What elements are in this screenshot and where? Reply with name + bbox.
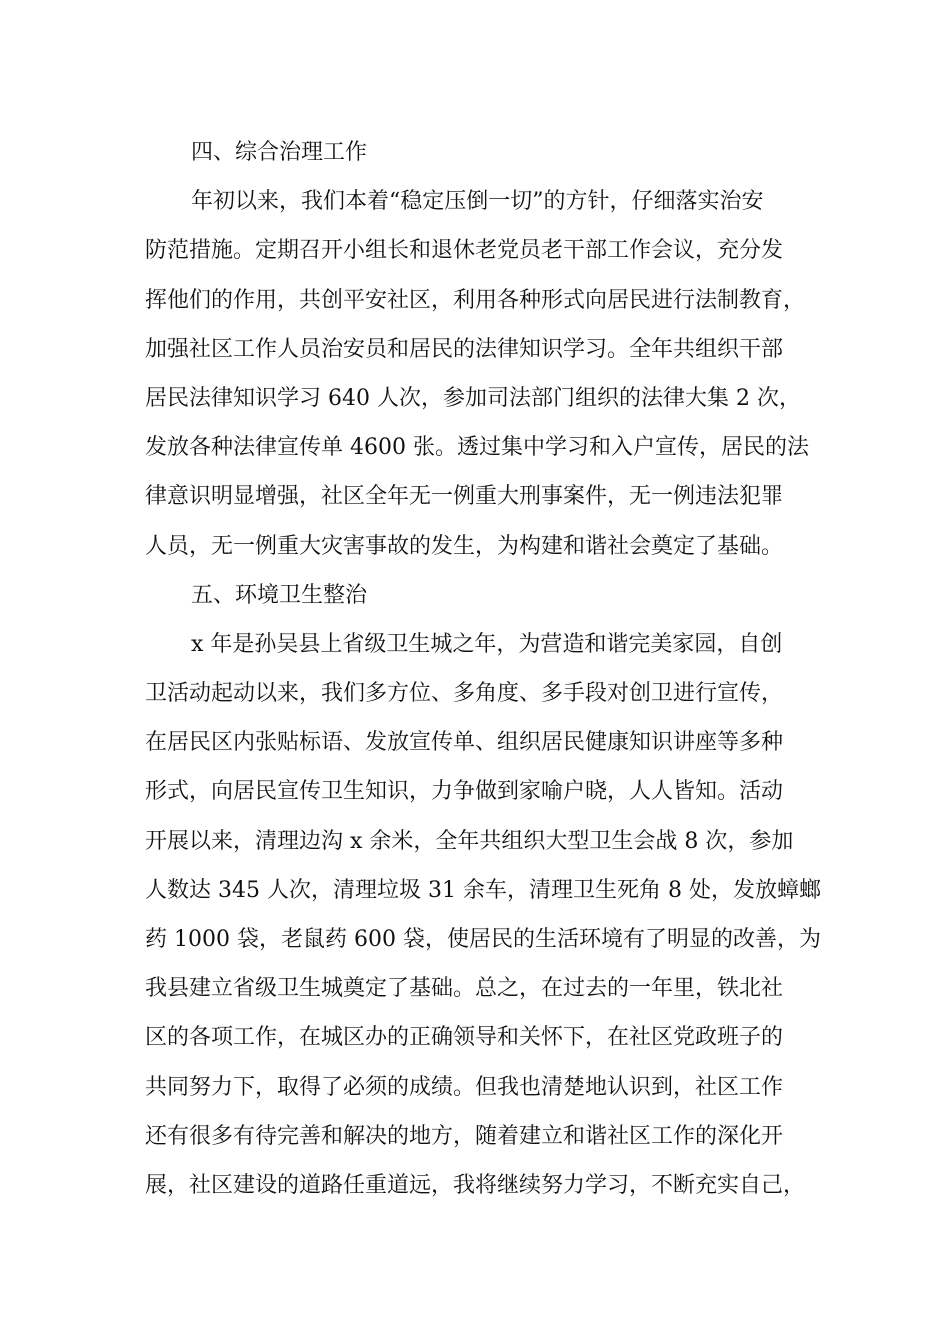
paragraph-line: 人数达 345 人次，清理垃圾 31 余车，清理卫生死角 8 处，发放蟑螂: [145, 877, 821, 903]
document-body: [145, 128, 825, 1210]
paragraph-line: x 年是孙吴县上省级卫生城之年，为营造和谐完美家园，自创: [191, 631, 783, 657]
section-heading-environmental-sanitation: 五、环境卫生整治: [191, 582, 368, 608]
section-heading-comprehensive-governance: 四、综合治理工作: [191, 140, 368, 165]
paragraph-line: 还有很多有待完善和解决的地方，随着建立和谐社区工作的深化开: [145, 1123, 784, 1149]
paragraph-line: 展，社区建设的道路任重道远，我将继续努力学习，不断充实自己，: [145, 1172, 806, 1198]
paragraph-line: 开展以来，清理边沟 x 余米，全年共组织大型卫生会战 8 次，参加: [145, 828, 794, 854]
paragraph-line: 年初以来，我们本着“稳定压倒一切”的方针，仔细落实治安: [191, 189, 764, 215]
paragraph-line: 共同努力下，取得了必须的成绩。但我也清楚地认识到，社区工作: [145, 1074, 784, 1100]
paragraph-line: 律意识明显增强，社区全年无一例重大刑事案件，无一例违法犯罪: [145, 484, 784, 510]
paragraph-line: 加强社区工作人员治安员和居民的法律知识学习。全年共组织干部: [145, 336, 784, 362]
paragraph-line: 药 1000 袋，老鼠药 600 袋，使居民的生活环境有了明显的改善，为: [145, 927, 821, 952]
paragraph-line: 挥他们的作用，共创平安社区，利用各种形式向居民进行法制教育，: [145, 287, 806, 313]
paragraph-line: 我县建立省级卫生城奠定了基础。总之，在过去的一年里，铁北社: [145, 976, 784, 1002]
paragraph-line: 在居民区内张贴标语、发放宣传单、组织居民健康知识讲座等多种: [145, 730, 784, 756]
paragraph-line: 人员，无一例重大灾害事故的发生，为构建和谐社会奠定了基础。: [145, 533, 784, 559]
paragraph-line: 区的各项工作，在城区办的正确领导和关怀下，在社区党政班子的: [145, 1025, 784, 1051]
paragraph-line: 防范措施。定期召开小组长和退休老党员老干部工作会议，充分发: [145, 238, 784, 264]
paragraph-line: 形式，向居民宣传卫生知识，力争做到家喻户晓，人人皆知。活动: [145, 779, 784, 805]
paragraph-line: 卫活动起动以来，我们多方位、多角度、多手段对创卫进行宣传，: [145, 681, 784, 707]
paragraph-line: 居民法律知识学习 640 人次，参加司法部门组织的法律大集 2 次，: [145, 385, 801, 411]
paragraph-line: 发放各种法律宣传单 4600 张。透过集中学习和入户宣传，居民的法: [145, 435, 809, 461]
